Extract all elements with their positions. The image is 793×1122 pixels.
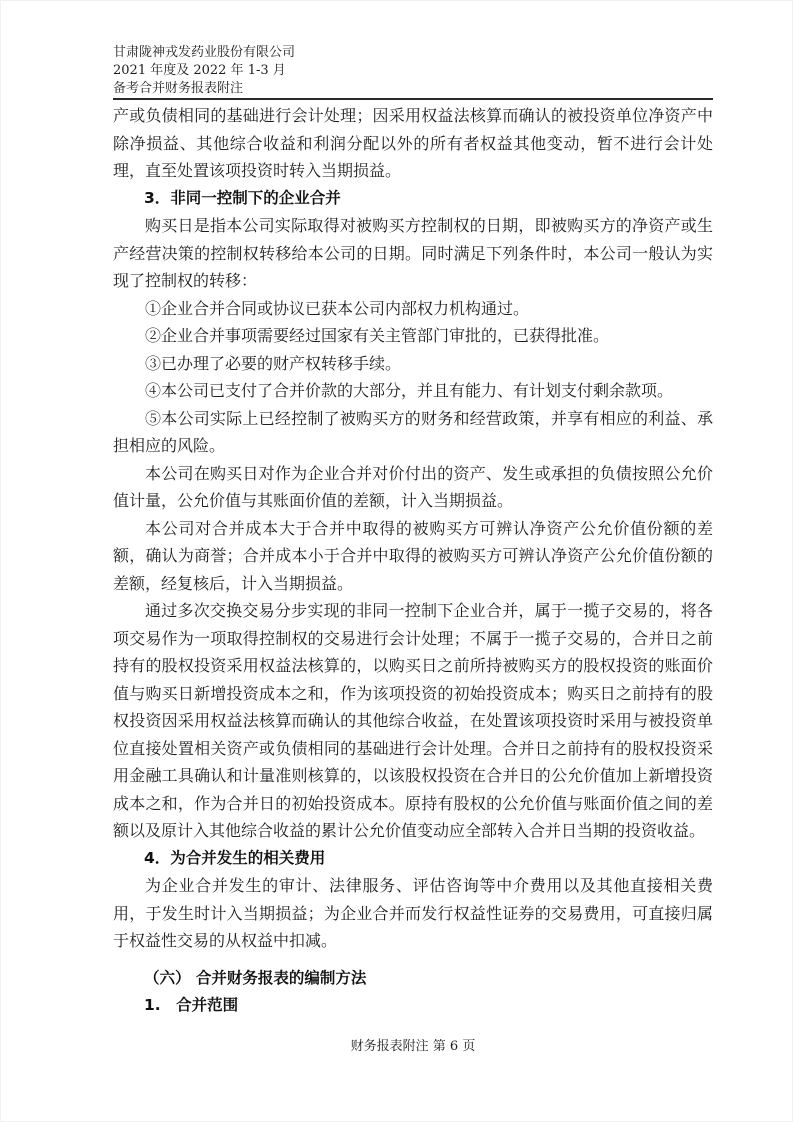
header-company-name: 甘肃陇神戎发药业股份有限公司 xyxy=(113,45,296,60)
numbered-item-3: ③已办理了必要的财产权转移手续。 xyxy=(145,353,402,373)
numbered-item-1: ①企业合并合同或协议已获本公司内部权力机构通过。 xyxy=(145,298,530,318)
body-paragraph: 本公司对合并成本大于合并中取得的被购买方可辨认净资产公允价值份额的差额，确认为商誉；合并成本小于合并中取得的被购买方可辨认净资产公允价值份额的差额，经复核后，计入当期损益。 xyxy=(113,518,713,593)
section-heading-4: 4．为合并发生的相关费用 xyxy=(144,848,326,867)
header-report-period: 2021 年度及 2022 年 1-3 月 xyxy=(113,63,286,78)
header-report-title: 备考合并财务报表附注 xyxy=(113,81,244,96)
numbered-item-2: ②企业合并事项需要经过国家有关主管部门审批的，已获得批准。 xyxy=(145,326,610,345)
document-body xyxy=(113,102,713,1020)
numbered-item-5: ⑤本公司实际上已经控制了被购买方的财务和经营政策，并享有相应的利益、承担相应的风险。 xyxy=(113,408,713,455)
section-heading-3: 3．非同一控制下的企业合并 xyxy=(144,188,341,207)
page-header xyxy=(113,44,713,98)
body-paragraph: 通过多次交换交易分步实现的非同一控制下企业合并，属于一揽子交易的，将各项交易作为一项取得控制权的交易进行会计处理；不属于一揽子交易的，合并日之前持有的股权投资采用权益法核算的，以购买日之前所持被购买方的股权投资的账面价值与购买日新增投资成本之和，作为该项投资的初始投资成本；购买日之前持有的股权投资因采用权益法核算而确认的其他综合收益，在处置该项投资时采用与被投资单位直接处置相关资产或负债相同的基础进行会计处理。合并日之前持有的股权投资采用金融工具确认和计量准则核算的，以该股权投资在合并日的公允价值加上新增投资成本之和，作为合并日的初始投资成本。原持有股权的公允价值与账面价值之间的差额以及原计入其他综合收益的累计公允价值变动应全部转入合并日当期的投资收益。 xyxy=(113,601,713,840)
numbered-item-4: ④本公司已支付了合并价款的大部分，并且有能力、有计划支付剩余款项。 xyxy=(145,381,674,400)
section-heading-6: （六） 合并财务报表的编制方法 xyxy=(144,968,367,987)
body-paragraph: 购买日是指本公司实际取得对被购买方控制权的日期，即被购买方的净资产或生产经营决策的控制权转移给本公司的日期。同时满足下列条件时，本公司一般认为实现了控制权的转移： xyxy=(113,216,713,290)
subsection-heading-1: 1. 合并范围 xyxy=(144,996,239,1014)
page-footer: 财务报表附注 第 6 页 xyxy=(350,1039,476,1054)
body-paragraph: 本公司在购买日对作为企业合并对价付出的资产、发生或承担的负债按照公允价值计量，公允价值与其账面价值的差额，计入当期损益。 xyxy=(113,463,713,510)
paragraph-continuation: 产或负债相同的基础进行会计处理；因采用权益法核算而确认的被投资单位净资产中除净损益、其他综合收益和利润分配以外的所有者权益其他变动，暂不进行会计处理，直至处置该项投资时转入当期损益。 xyxy=(113,106,713,180)
body-paragraph: 为企业合并发生的审计、法律服务、评估咨询等中介费用以及其他直接相关费用，于发生时计入当期损益；为企业合并而发行权益性证券的交易费用，可直接归属于权益性交易的从权益中扣减。 xyxy=(113,876,713,950)
header-divider-line xyxy=(113,98,713,100)
